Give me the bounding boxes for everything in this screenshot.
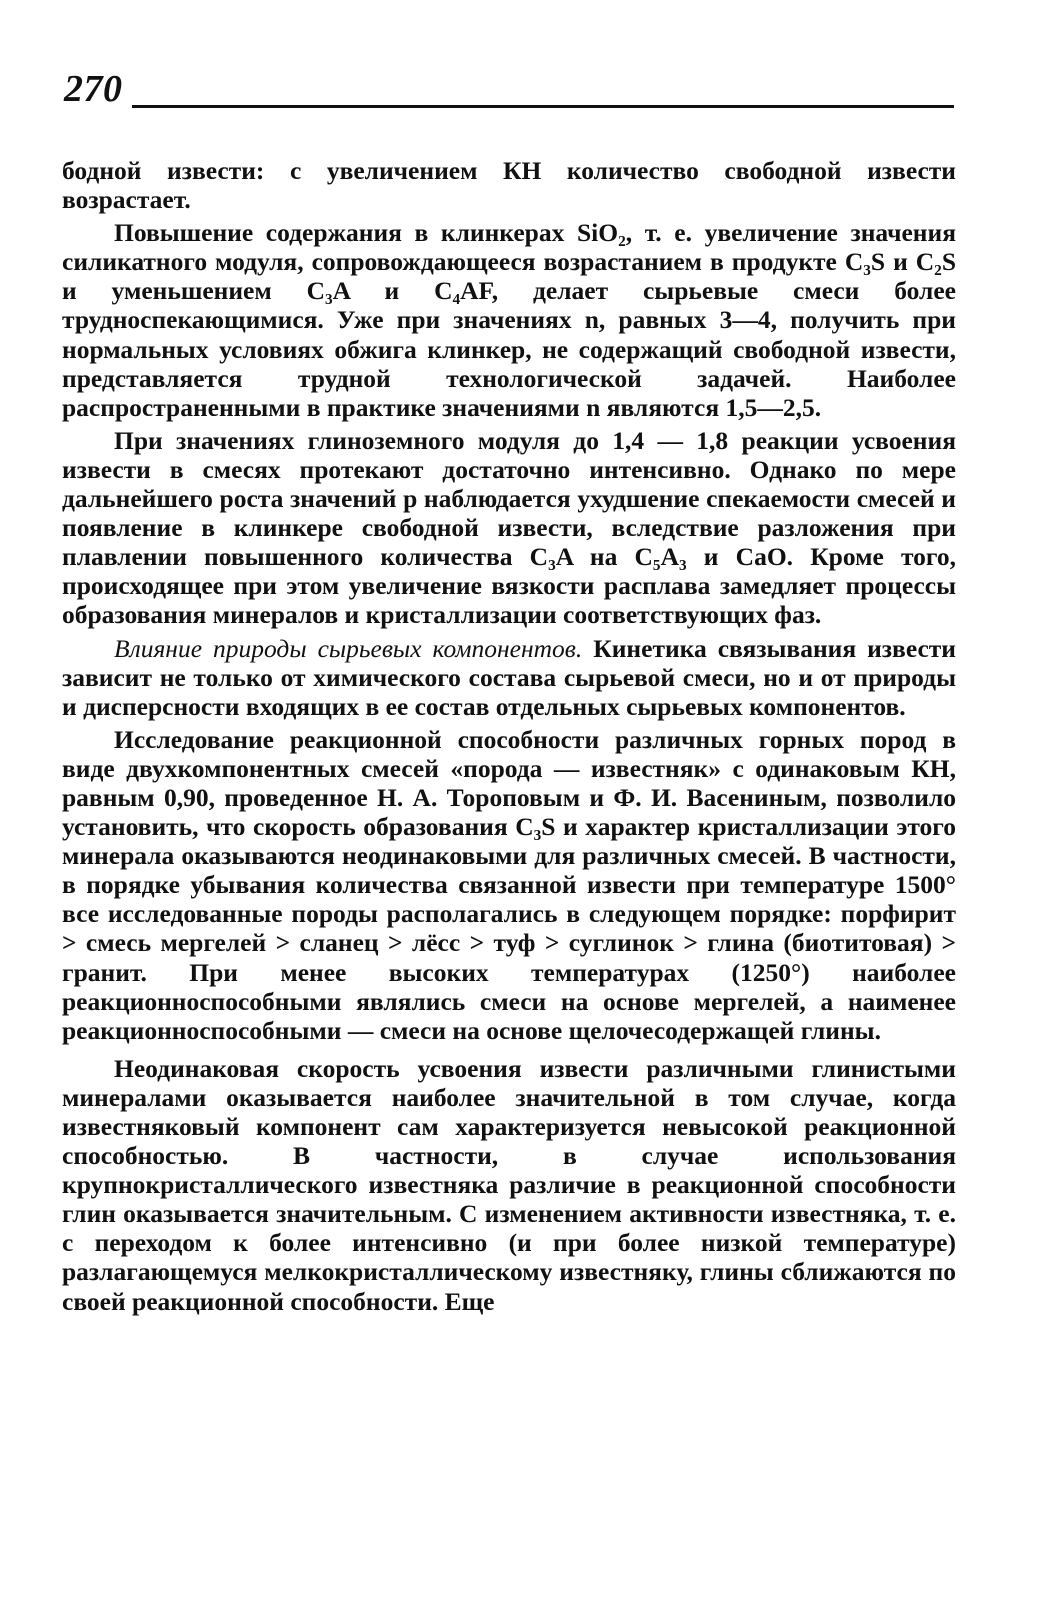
header-rule: [132, 105, 954, 108]
paragraph-silicate-modulus: Повышение содержания в клинкерах SiO₂, т. е. увеличение значения силикатного модуля, сопровождающееся возрастанием в продукте C₃S и C₂S и уменьшением C₃A и C₄AF, делает сырьевые смеси более трудноспекающимися. Уже при значениях n, равных 3—4, получить при нормальных условиях обжига клинкер, не содержащий свободной извести, представляется трудной технологической задачей. Наиболее распространенными в практике значениями n являются 1,5—2,5.: [62, 218, 956, 422]
paragraph-rock-reactivity: Исследование реакционной способности различных горных пород в виде двухкомпонентных смесей «порода — известняк» с одинаковым КН, равным 0,90, проведенное Н. А. Тороповым и Ф. И. Васениным, позволило установить, что скорость образования C₃S и характер кристаллизации этого минерала оказываются неодинаковыми для различных смесей. В частности, в порядке убывания количества связанной извести при температуре 1500° все исследованные породы располагались в следующем порядке: порфирит > смесь мергелей > сланец > лёсс > туф > суглинок > глина (биотитовая) > гранит. При менее высоких температурах (1250°) наиболее реакционноспособными являлись смеси на основе мергелей, а наименее реакционноспособными — смеси на основе щелочесодержащей глины.: [62, 724, 956, 1045]
page-header: [62, 66, 954, 112]
body-text: [62, 156, 956, 1316]
paragraph-clay-minerals: Неодинаковая скорость усвоения извести различными глинистыми минералами оказывается наиболее значительной в том случае, когда известняковый компонент сам характеризуется невысокой реакционной способностью. В частности, в случае использования крупнокристаллического известняка различие в реакционной способности глин оказывается значительным. С изменением активности известняка, т. е. с переходом к более интенсивно (и при более низкой температуре) разлагающемуся мелкокристаллическому известняку, глины сближаются по своей реакционной способности. Еще: [62, 1053, 956, 1316]
paragraph-raw-components-text: Кинетика связывания извести зависит не только от химического состава сырьевой смеси, но и от природы и дисперсности входящих в ее состав отдельных сырьевых компонентов.: [62, 633, 956, 721]
paragraph-continued: бодной извести: с увеличением КН количество свободной извести возрастает.: [62, 156, 956, 215]
section-lead: Влияние природы сырьевых компонентов.: [114, 633, 583, 663]
page-number: 270: [64, 68, 123, 110]
paragraph-alumina-modulus: При значениях глиноземного модуля до 1,4 — 1,8 реакции усвоения извести в смесях протекают достаточно интенсивно. Однако по мере дальнейшего роста значений p наблюдается ухудшение спекаемости смесей и появление в клинкере свободной извести, вследствие разложения при плавлении повышенного количества C₃A на C₅A₃ и CaO. Кроме того, происходящее при этом увеличение вязкости расплава замедляет процессы образования минералов и кристаллизации соответствующих фаз.: [62, 425, 956, 630]
paragraph-raw-components: [62, 634, 956, 721]
